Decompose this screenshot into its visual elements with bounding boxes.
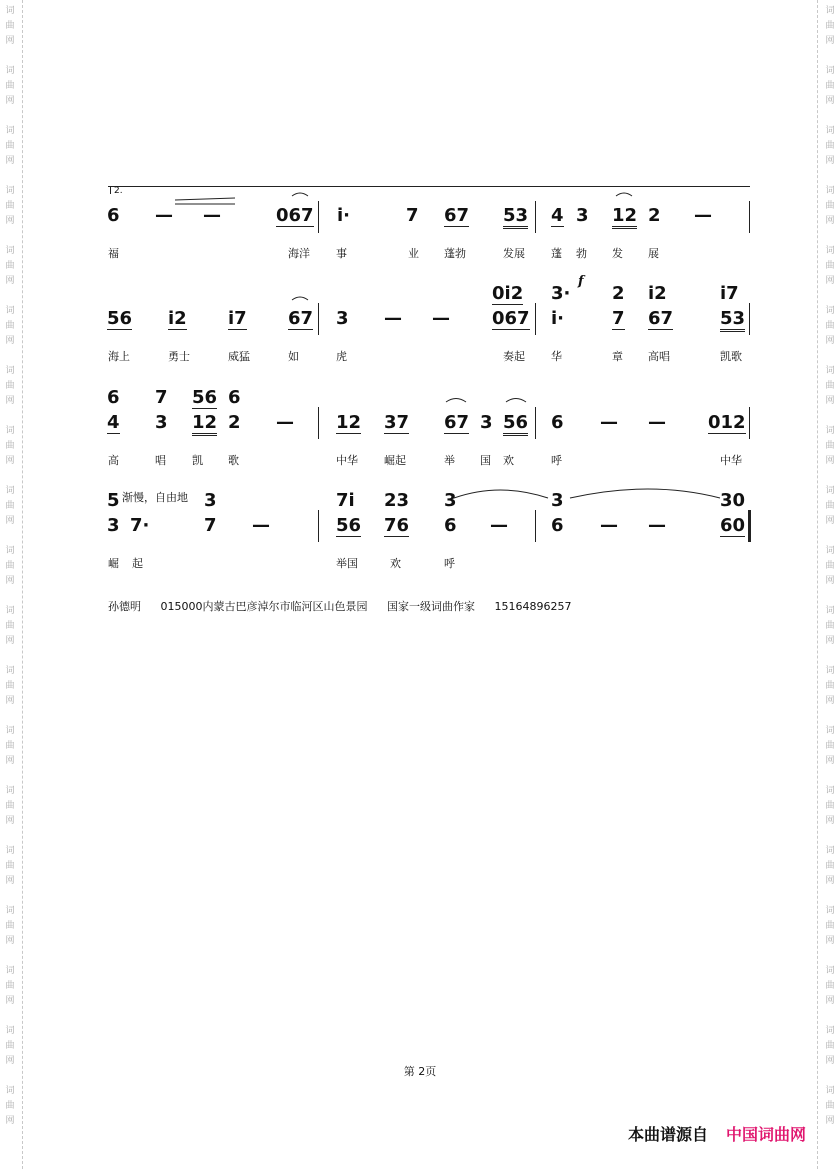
watermark-char: 曲 bbox=[5, 801, 15, 811]
watermark-char: 网 bbox=[825, 636, 835, 646]
note: 6 bbox=[107, 205, 120, 226]
watermark-char: 曲 bbox=[5, 861, 15, 871]
lyric: 崛起 bbox=[384, 454, 406, 467]
watermark-char: 网 bbox=[5, 576, 15, 586]
lyric: 虎 bbox=[336, 350, 347, 363]
decrescendo-mark bbox=[175, 198, 235, 204]
watermark-char: 曲 bbox=[825, 921, 835, 931]
watermark-char: 网 bbox=[825, 156, 835, 166]
watermark-char: 网 bbox=[825, 576, 835, 586]
lyric: 海上 bbox=[108, 350, 130, 363]
upper-note: 7i bbox=[336, 490, 355, 511]
note: 7· bbox=[130, 515, 150, 536]
upper-note: 3 bbox=[204, 490, 217, 511]
watermark-char: 网 bbox=[825, 36, 835, 46]
note: 6 bbox=[444, 515, 457, 536]
lyric: 呼 bbox=[551, 454, 562, 467]
watermark-char: 网 bbox=[825, 756, 835, 766]
watermark-char: 曲 bbox=[825, 621, 835, 631]
watermark-char: 词 bbox=[825, 726, 835, 736]
lyric: 崛 bbox=[108, 557, 119, 570]
watermark-char: 词 bbox=[825, 6, 835, 16]
watermark-char: 网 bbox=[5, 156, 15, 166]
author-phone: 15164896257 bbox=[494, 600, 572, 613]
watermark-char: 网 bbox=[825, 276, 835, 286]
note: 56 bbox=[503, 412, 528, 436]
watermark-char: 词 bbox=[5, 966, 15, 976]
lyric: 奏起 bbox=[503, 350, 525, 363]
lyric: 勃 bbox=[576, 247, 587, 260]
author-title: 国家一级词曲作家 bbox=[387, 600, 475, 613]
lyric: 发 bbox=[612, 247, 623, 260]
upper-note: 2 bbox=[612, 283, 625, 304]
volta-label: 2. bbox=[114, 186, 123, 196]
lyric: 展 bbox=[648, 247, 659, 260]
watermark-char: 词 bbox=[5, 1086, 15, 1096]
watermark-char: 词 bbox=[5, 546, 15, 556]
note: 3 bbox=[480, 412, 493, 433]
watermark-char: 词 bbox=[5, 606, 15, 616]
watermark-char: 曲 bbox=[825, 801, 835, 811]
watermark-char: 词 bbox=[825, 66, 835, 76]
note: 3 bbox=[107, 515, 120, 536]
note: — bbox=[155, 205, 173, 226]
note: — bbox=[600, 412, 618, 433]
lyric: 勇士 bbox=[168, 350, 190, 363]
watermark-char: 网 bbox=[5, 396, 15, 406]
lyric: 章 bbox=[612, 350, 623, 363]
watermark-char: 曲 bbox=[5, 381, 15, 391]
watermark-char: 网 bbox=[825, 1116, 835, 1126]
watermark-char: 词 bbox=[825, 486, 835, 496]
watermark-char: 曲 bbox=[825, 981, 835, 991]
watermark-char: 词 bbox=[5, 786, 15, 796]
watermark-char: 网 bbox=[5, 1056, 15, 1066]
watermark-char: 词 bbox=[825, 1086, 835, 1096]
lyric: 高唱 bbox=[648, 350, 670, 363]
note: 12 bbox=[192, 412, 217, 436]
note: 67 bbox=[444, 205, 470, 226]
watermark-char: 网 bbox=[5, 96, 15, 106]
watermark-char: 曲 bbox=[825, 21, 835, 31]
upper-note: 3 bbox=[444, 490, 457, 511]
lyric: 高 bbox=[108, 454, 119, 467]
note: 76 bbox=[384, 515, 410, 536]
watermark-char: 词 bbox=[5, 726, 15, 736]
upper-note: 23 bbox=[384, 490, 410, 511]
watermark-char: 词 bbox=[825, 126, 835, 136]
watermark-char: 词 bbox=[825, 1026, 835, 1036]
note: 12 bbox=[336, 412, 362, 433]
watermark-char: 曲 bbox=[825, 861, 835, 871]
lyric: 举国 bbox=[336, 557, 358, 570]
tempo-annotation: 渐慢，自由地 bbox=[122, 491, 188, 504]
note: 3 bbox=[155, 412, 168, 433]
watermark-char: 词 bbox=[5, 6, 15, 16]
watermark-char: 网 bbox=[825, 816, 835, 826]
lyric: 国 bbox=[480, 454, 491, 467]
note: — bbox=[384, 308, 402, 329]
lyric: 发展 bbox=[503, 247, 525, 260]
watermark-char: 网 bbox=[825, 396, 835, 406]
lyric: 福 bbox=[108, 247, 119, 260]
watermark-char: 曲 bbox=[5, 81, 15, 91]
note: — bbox=[276, 412, 294, 433]
watermark-char: 曲 bbox=[825, 1041, 835, 1051]
watermark-char: 网 bbox=[5, 936, 15, 946]
watermark-char: 词 bbox=[5, 666, 15, 676]
watermark-char: 词 bbox=[825, 786, 835, 796]
note: 12 bbox=[612, 205, 637, 229]
lyric: 蓬勃 bbox=[444, 247, 466, 260]
watermark-char: 曲 bbox=[825, 261, 835, 271]
watermark-char: 网 bbox=[825, 1056, 835, 1066]
upper-note: 30 bbox=[720, 490, 746, 511]
note: 012 bbox=[708, 412, 746, 433]
watermark-char: 网 bbox=[5, 996, 15, 1006]
note: 53 bbox=[720, 308, 745, 332]
note: 37 bbox=[384, 412, 410, 433]
watermark-char: 曲 bbox=[825, 741, 835, 751]
watermark-char: 网 bbox=[5, 876, 15, 886]
note: 7 bbox=[204, 515, 217, 536]
note: 67 bbox=[444, 412, 470, 433]
upper-note: i7 bbox=[720, 283, 739, 304]
note: i7 bbox=[228, 308, 247, 329]
watermark-char: 词 bbox=[825, 966, 835, 976]
note: — bbox=[600, 515, 618, 536]
upper-note: 6 bbox=[107, 387, 120, 408]
note: 2 bbox=[228, 412, 241, 433]
watermark-char: 网 bbox=[5, 336, 15, 346]
watermark-char: 网 bbox=[825, 456, 835, 466]
author-name: 孙德明 bbox=[108, 600, 141, 613]
author-address: 015000内蒙古巴彦淖尔市临河区山色景园 bbox=[160, 600, 368, 613]
watermark-char: 曲 bbox=[5, 501, 15, 511]
note: — bbox=[648, 412, 666, 433]
page-number: 第 2页 bbox=[403, 1065, 437, 1078]
watermark-char: 词 bbox=[825, 186, 835, 196]
watermark-char: 网 bbox=[5, 816, 15, 826]
footer-brand-link[interactable]: 中国词曲网 bbox=[725, 1125, 806, 1144]
watermark-char: 曲 bbox=[825, 681, 835, 691]
watermark-char: 曲 bbox=[5, 261, 15, 271]
note: i2 bbox=[168, 308, 187, 329]
upper-note: 0i2 bbox=[492, 283, 524, 304]
slur bbox=[454, 490, 548, 498]
watermark-char: 网 bbox=[5, 636, 15, 646]
footer bbox=[628, 1122, 806, 1145]
slur bbox=[292, 193, 308, 196]
watermark-char: 词 bbox=[5, 1026, 15, 1036]
note: 67 bbox=[288, 308, 314, 329]
note: 67 bbox=[648, 308, 674, 329]
watermark-char: 网 bbox=[5, 36, 15, 46]
watermark-char: 网 bbox=[5, 216, 15, 226]
watermark-char: 曲 bbox=[5, 561, 15, 571]
lyric: 起 bbox=[132, 557, 143, 570]
note: 2 bbox=[648, 205, 661, 226]
watermark-char: 曲 bbox=[5, 681, 15, 691]
upper-note: 5 bbox=[107, 490, 120, 511]
watermark-char: 曲 bbox=[825, 561, 835, 571]
watermark-char: 词 bbox=[5, 306, 15, 316]
lyric: 华 bbox=[551, 350, 562, 363]
watermark-char: 曲 bbox=[5, 441, 15, 451]
note: — bbox=[694, 205, 712, 226]
watermark-char: 曲 bbox=[5, 141, 15, 151]
watermark-char: 网 bbox=[5, 276, 15, 286]
note: 53 bbox=[503, 205, 528, 229]
slur bbox=[616, 193, 632, 196]
watermark-char: 曲 bbox=[5, 1101, 15, 1111]
watermark-char: 词 bbox=[5, 126, 15, 136]
lyric: 事 bbox=[336, 247, 347, 260]
watermark-char: 词 bbox=[825, 366, 835, 376]
watermark-char: 曲 bbox=[825, 321, 835, 331]
note: i· bbox=[551, 308, 565, 329]
watermark-char: 网 bbox=[825, 936, 835, 946]
watermark-char: 词 bbox=[825, 546, 835, 556]
watermark-char: 网 bbox=[825, 336, 835, 346]
note: 6 bbox=[551, 412, 564, 433]
lyric: 海洋 bbox=[288, 247, 310, 260]
upper-note: i2 bbox=[648, 283, 667, 304]
note: — bbox=[432, 308, 450, 329]
watermark-char: 网 bbox=[5, 756, 15, 766]
watermark-char: 曲 bbox=[825, 81, 835, 91]
watermark-char: 词 bbox=[825, 306, 835, 316]
lyric: 威猛 bbox=[228, 350, 250, 363]
watermark-char: 网 bbox=[825, 696, 835, 706]
watermark-char: 网 bbox=[5, 456, 15, 466]
watermark-char: 词 bbox=[5, 906, 15, 916]
watermark-char: 词 bbox=[825, 906, 835, 916]
note: 067 bbox=[492, 308, 530, 329]
note: 3 bbox=[336, 308, 349, 329]
watermark-char: 曲 bbox=[825, 381, 835, 391]
watermark-char: 网 bbox=[5, 696, 15, 706]
watermark-char: 词 bbox=[5, 186, 15, 196]
watermark-char: 词 bbox=[825, 846, 835, 856]
watermark-char: 网 bbox=[825, 876, 835, 886]
watermark-char: 词 bbox=[5, 246, 15, 256]
watermark-char: 词 bbox=[5, 366, 15, 376]
watermark-char: 曲 bbox=[5, 21, 15, 31]
slur bbox=[446, 399, 466, 403]
lyric: 中华 bbox=[336, 454, 358, 467]
watermark-char: 曲 bbox=[5, 621, 15, 631]
watermark-char: 曲 bbox=[5, 1041, 15, 1051]
watermark-char: 曲 bbox=[825, 1101, 835, 1111]
author-info bbox=[108, 598, 587, 614]
lyric: 唱 bbox=[155, 454, 166, 467]
watermark-char: 曲 bbox=[825, 201, 835, 211]
watermark-char: 词 bbox=[825, 246, 835, 256]
watermark-char: 曲 bbox=[5, 921, 15, 931]
slur bbox=[292, 297, 308, 300]
watermark-char: 曲 bbox=[5, 321, 15, 331]
watermark-char: 曲 bbox=[5, 201, 15, 211]
note: 4 bbox=[551, 205, 564, 226]
watermark-char: 词 bbox=[825, 426, 835, 436]
watermark-char: 曲 bbox=[825, 441, 835, 451]
lyric: 呼 bbox=[444, 557, 455, 570]
note: 6 bbox=[551, 515, 564, 536]
note: — bbox=[648, 515, 666, 536]
upper-note: 56 bbox=[192, 387, 218, 408]
watermark-char: 词 bbox=[5, 846, 15, 856]
upper-note: 7 bbox=[155, 387, 168, 408]
lyric: 举 bbox=[444, 454, 455, 467]
lyric: 欢 bbox=[390, 557, 401, 570]
watermark-char: 网 bbox=[825, 996, 835, 1006]
note: — bbox=[252, 515, 270, 536]
note: 067 bbox=[276, 205, 314, 226]
watermark-char: 曲 bbox=[5, 741, 15, 751]
note: i· bbox=[337, 205, 351, 226]
note: 60 bbox=[720, 515, 746, 536]
upper-note: 3 bbox=[551, 490, 564, 511]
forte-mark: f bbox=[578, 274, 584, 289]
slur bbox=[506, 399, 526, 403]
note: — bbox=[203, 205, 221, 226]
slur bbox=[570, 489, 720, 498]
watermark-char: 曲 bbox=[825, 141, 835, 151]
note: — bbox=[490, 515, 508, 536]
lyric: 歌 bbox=[228, 454, 239, 467]
note: 56 bbox=[336, 515, 362, 536]
lyric: 欢 bbox=[503, 454, 514, 467]
watermark-char: 网 bbox=[5, 1116, 15, 1126]
note: 7 bbox=[406, 205, 419, 226]
note: 3 bbox=[576, 205, 589, 226]
lyric: 蓬 bbox=[551, 247, 562, 260]
watermark-char: 词 bbox=[825, 666, 835, 676]
lyric: 业 bbox=[408, 247, 419, 260]
watermark-char: 词 bbox=[5, 66, 15, 76]
footer-source: 本曲谱源自 bbox=[627, 1125, 708, 1144]
note: 56 bbox=[107, 308, 133, 329]
note: 4 bbox=[107, 412, 120, 433]
lyric: 凯 bbox=[192, 454, 203, 467]
watermark-char: 曲 bbox=[825, 501, 835, 511]
watermark-char: 网 bbox=[825, 516, 835, 526]
watermark-char: 网 bbox=[5, 516, 15, 526]
upper-note: 3· bbox=[551, 283, 571, 304]
lyric: 如 bbox=[288, 350, 299, 363]
watermark-char: 曲 bbox=[5, 981, 15, 991]
lyric: 中华 bbox=[720, 454, 742, 467]
watermark-char: 词 bbox=[825, 606, 835, 616]
upper-note: 6 bbox=[228, 387, 241, 408]
watermark-char: 词 bbox=[5, 426, 15, 436]
watermark-char: 词 bbox=[5, 486, 15, 496]
lyric: 凯歌 bbox=[720, 350, 742, 363]
note: 7 bbox=[612, 308, 625, 329]
watermark-char: 网 bbox=[825, 96, 835, 106]
watermark-char: 网 bbox=[825, 216, 835, 226]
